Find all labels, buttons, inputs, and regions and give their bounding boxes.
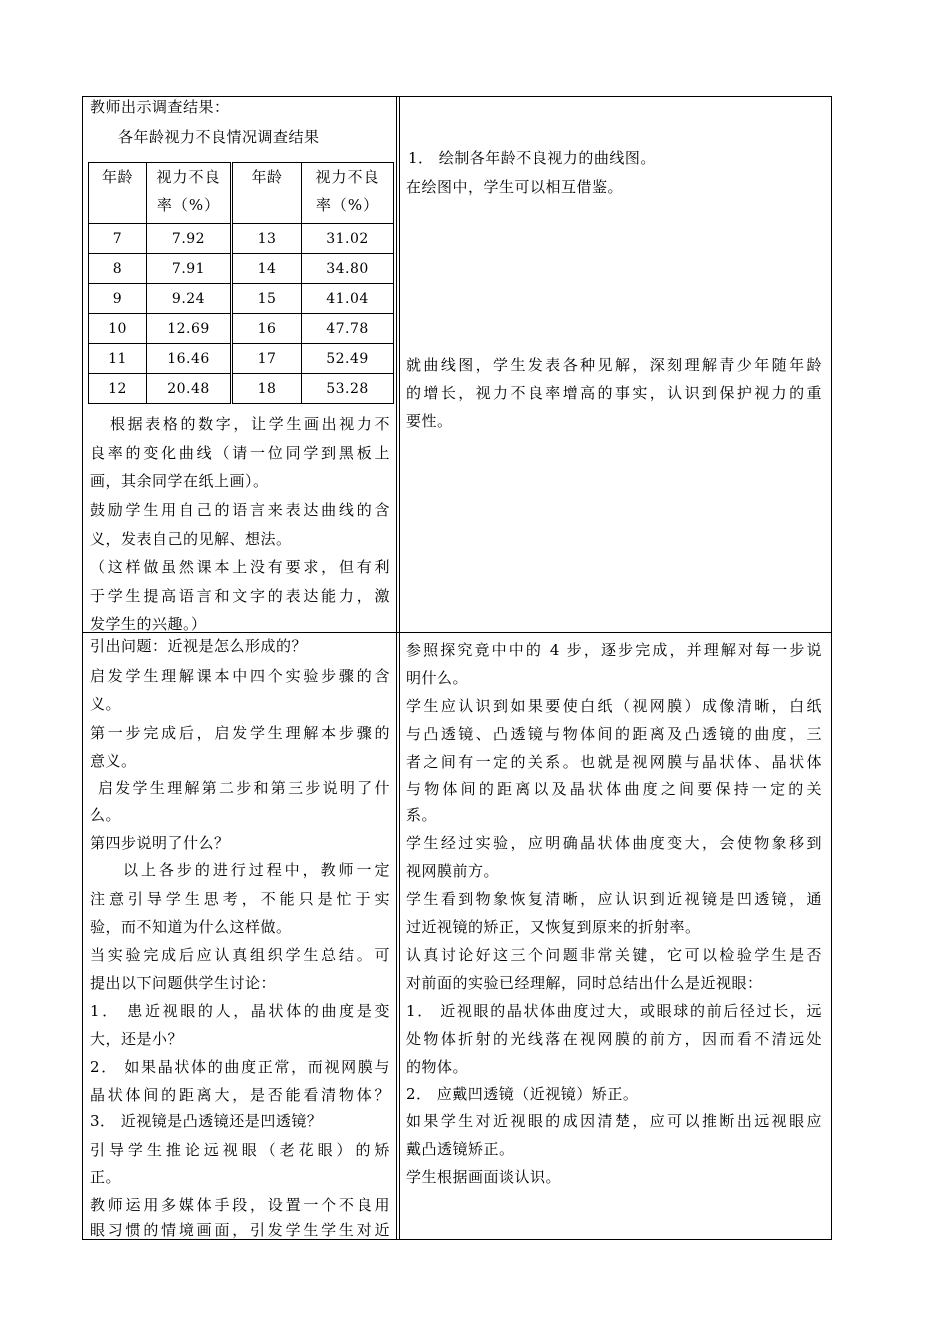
text-line: 学生经过实验，应明确晶状体曲度变大，会使物象移到 [406,834,822,852]
table-cell: 8 [89,254,147,284]
table-cell: 9 [89,284,147,314]
text-line: 过近视镜的矫正，又恢复到原来的折射率。 [406,918,701,936]
text-line: 2． 如果晶状体的曲度正常，而视网膜与 [90,1058,390,1076]
text-line: 的物体。 [406,1058,469,1076]
table-header-text: 视力不良率（%） [156,168,221,214]
survey-table [88,162,394,404]
text-line: 根据表格的数字，让学生画出视力不 [110,415,390,433]
table-cell: 34.80 [302,254,394,284]
text-line: 引导学生推论远视眼（老花眼）的矫 [90,1141,390,1159]
table-header-row [89,163,394,224]
table-row [89,284,394,314]
text-line: 于学生提高语言和文字的表达能力，激 [90,587,390,605]
table-row [89,314,394,344]
text-line: 2． 应戴凹透镜（近视镜）矫正。 [406,1085,639,1103]
table-cell: 7.91 [147,254,232,284]
text-line: 要性。 [406,412,453,430]
text-line: 学生看到物象恢复清晰，应认识到近视镜是凹透镜，通 [406,890,822,908]
text-line: 1． 患近视眼的人，晶状体的曲度是变 [90,1002,390,1020]
text-line: 与物体间的距离以及晶状体曲度之间要保持一定的关 [406,780,822,798]
table-row [89,224,394,254]
text-line: 义。 [90,695,122,713]
text-line: 启发学生理解第二步和第三步说明了什 [98,779,390,797]
text-line: 对前面的实验已经理解，同时总结出什么是近视眼： [406,974,763,992]
text-line: 处物体折射的光线落在视网膜的前方，因而看不清远处 [406,1030,822,1048]
text-line: 正。 [90,1168,122,1186]
text-line: （这样做虽然课本上没有要求，但有利 [90,558,390,576]
text-line: 义，发表自己的见解、想法。 [90,530,292,548]
table-cell: 9.24 [147,284,232,314]
text-line: 戴凸透镜矫正。 [406,1140,515,1158]
text-line: 在绘图中，学生可以相互借鉴。 [406,178,624,196]
text-line: 参照探究竟中中的 4 步，逐步完成，并理解对每一步说 [406,641,822,659]
text-line: 者之间有一定的关系。也就是视网膜与晶状体、晶状体 [406,753,822,771]
text-line: 意义。 [90,752,137,770]
text-line: 3． 近视镜是凸透镜还是凹透镜？ [90,1112,323,1130]
text-line: 系。 [406,806,438,824]
table-cell: 47.78 [302,314,394,344]
table-cell: 10 [89,314,147,344]
table-cell: 52.49 [302,344,394,374]
table-cell: 20.48 [147,374,232,404]
table-header-cell: 年龄 [232,163,302,224]
text-line: 如果学生对近视眼的成因清楚，应可以推断出远视眼应 [406,1112,822,1130]
table-cell: 7.92 [147,224,232,254]
text-line: 1． 近视眼的晶状体曲度过大，或眼球的前后径过长，远 [406,1002,822,1020]
survey-intro: 教师出示调查结果： [90,98,230,116]
text-line: 注意引导学生思考，不能只是忙于实 [90,890,390,908]
table-header-text: 视力不良率（%） [315,168,380,214]
text-line: 就曲线图，学生发表各种见解，深刻理解青少年随年龄 [406,356,822,374]
table-cell: 17 [232,344,302,374]
text-line: 验，而不知道为什么这样做。 [90,918,292,936]
table-cell: 13 [232,224,302,254]
table-cell: 53.28 [302,374,394,404]
text-line: 引出问题：近视是怎么形成的？ [90,637,308,655]
table-cell: 12 [89,374,147,404]
text-line: 1． 绘制各年龄不良视力的曲线图。 [408,149,656,167]
table-cell: 16 [232,314,302,344]
table-header-cell [147,163,232,224]
text-line: 眼习惯的情境画面，引发学生学生对近 [90,1221,390,1239]
column-divider [399,96,400,1240]
text-line: 么。 [90,806,122,824]
table-cell: 12.69 [147,314,232,344]
text-line: 以上各步的进行过程中，教师一定 [123,861,390,879]
text-line: 启发学生理解课本中四个实验步骤的含 [90,667,390,685]
text-line: 明什么。 [406,669,469,687]
text-line: 视网膜前方。 [406,862,500,880]
text-line: 发学生的兴趣。） [90,615,207,633]
text-line: 良率的变化曲线（请一位同学到黑板上 [90,444,390,462]
text-line: 当实验完成后应认真组织学生总结。可 [90,946,390,964]
text-line: 第四步说明了什么？ [90,834,230,852]
text-line: 提出以下问题供学生讨论： [90,974,277,992]
text-line: 教师运用多媒体手段，设置一个不良用 [90,1196,390,1214]
table-header-cell: 年龄 [89,163,147,224]
text-line: 与凸透镜、凸透镜与物体间的距离及凸透镜的曲度，三 [406,725,822,743]
table-row [89,374,394,404]
survey-table-title: 各年龄视力不良情况调查结果 [118,128,320,146]
table-cell: 11 [89,344,147,374]
table-cell: 16.46 [147,344,232,374]
table-header-cell [302,163,394,224]
text-line: 的增长，视力不良率增高的事实，认识到保护视力的重 [406,384,822,402]
table-row [89,344,394,374]
text-line: 认真讨论好这三个问题非常关键，它可以检验学生是否 [406,946,822,964]
table-cell: 18 [232,374,302,404]
text-line: 晶状体间的距离大，是否能看清物体？ [90,1086,390,1104]
text-line: 鼓励学生用自己的语言来表达曲线的含 [90,501,390,519]
table-cell: 15 [232,284,302,314]
text-line: 学生根据画面谈认识。 [406,1168,562,1186]
text-line: 画，其余同学在纸上画）。 [90,472,269,490]
table-row [89,254,394,284]
table-cell: 31.02 [302,224,394,254]
text-line: 学生应认识到如果要使白纸（视网膜）成像清晰，白纸 [406,697,822,715]
table-cell: 14 [232,254,302,284]
text-line: 第一步完成后，启发学生理解本步骤的 [90,724,390,742]
column-divider [396,96,397,1240]
table-cell: 7 [89,224,147,254]
text-line: 大，还是小？ [90,1030,184,1048]
table-cell: 41.04 [302,284,394,314]
